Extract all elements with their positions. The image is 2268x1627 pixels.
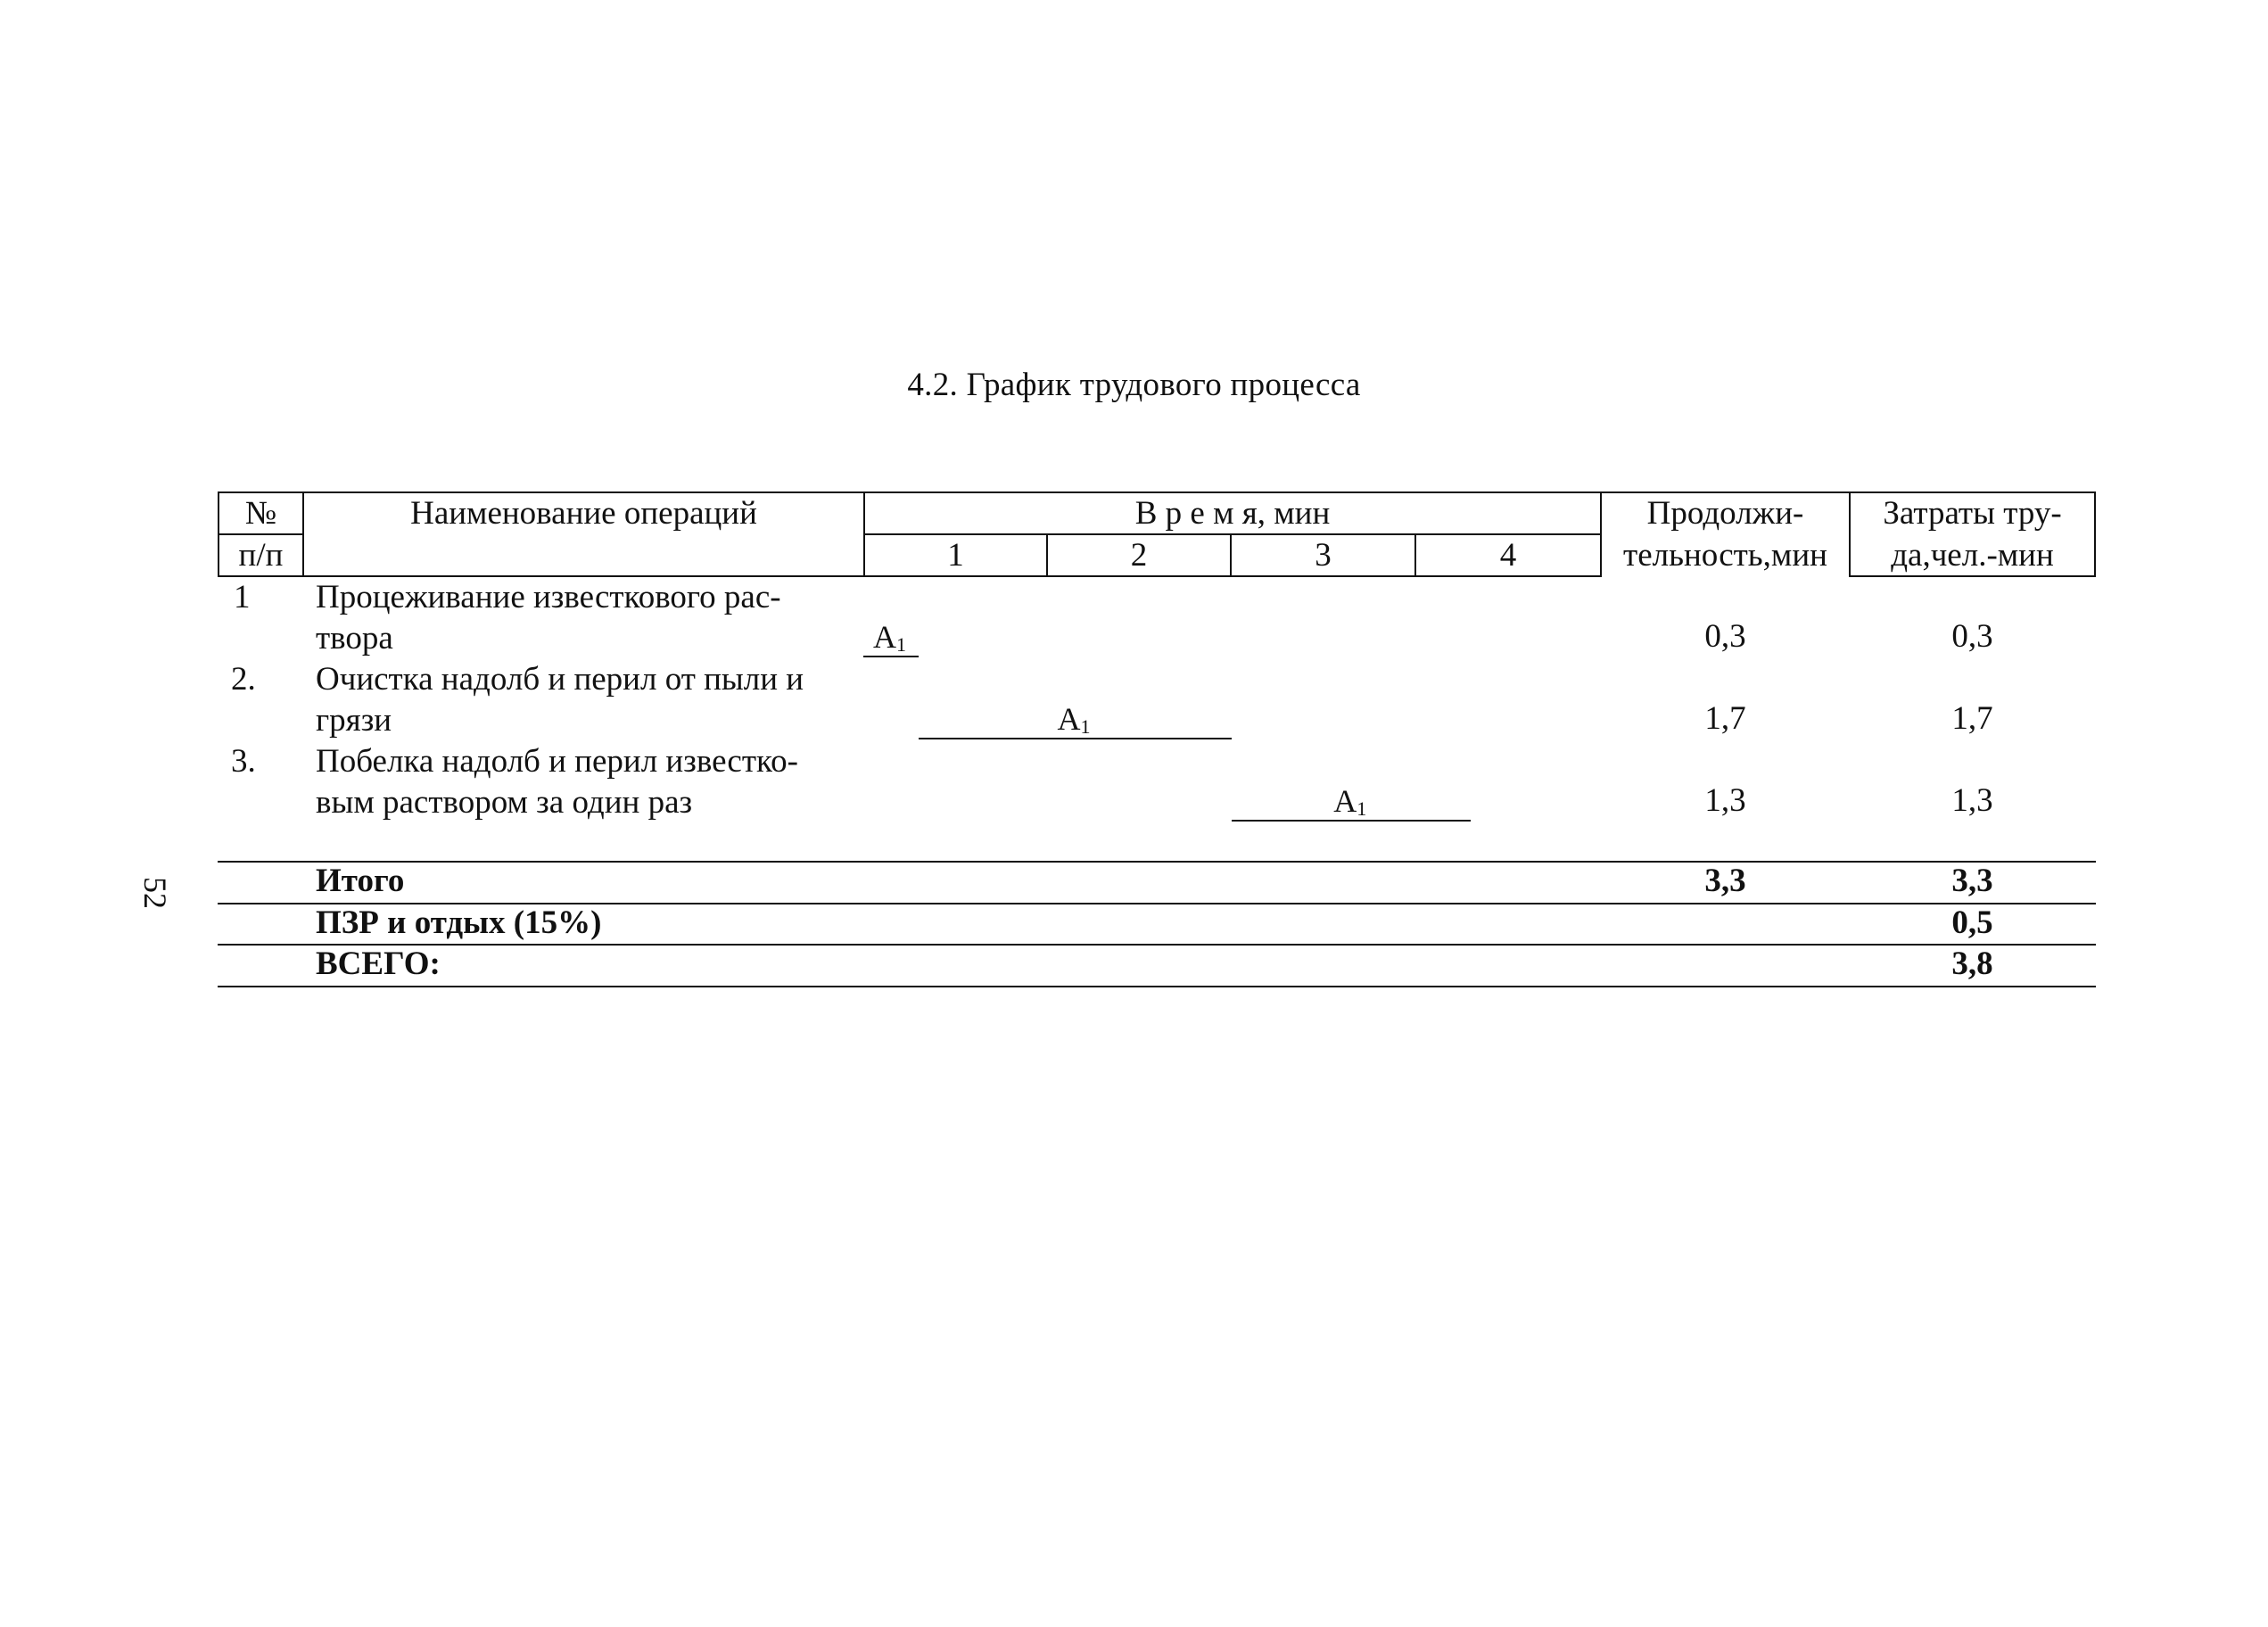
totals-labor: 3,3 bbox=[1951, 863, 1993, 899]
vline-right bbox=[2094, 491, 2096, 577]
header-bottom-border-right bbox=[1849, 575, 2096, 577]
totals-label: ВСЕГО: bbox=[316, 946, 441, 982]
header-labor: Затраты тру- bbox=[1883, 495, 2062, 532]
row-number: 2. bbox=[231, 661, 256, 698]
time-group-divider bbox=[863, 533, 1600, 535]
totals-label: Итого bbox=[316, 863, 405, 899]
duration-value: 1,3 bbox=[1704, 782, 1746, 819]
row-number: 3. bbox=[231, 743, 256, 780]
labor-value: 1,3 bbox=[1951, 782, 1993, 819]
header-duration-sub: тельность,мин bbox=[1623, 537, 1827, 574]
row-number: 1 bbox=[234, 579, 251, 615]
labor-value: 0,3 bbox=[1951, 618, 1993, 655]
num-divider bbox=[218, 533, 302, 535]
labor-value: 1,7 bbox=[1951, 700, 1993, 737]
header-num: № bbox=[244, 495, 277, 532]
header-time-group: В р е м я, мин bbox=[1134, 495, 1331, 532]
totals-border-bottom bbox=[218, 986, 2096, 987]
worker-label: $A_1$ bbox=[872, 619, 906, 656]
operation-name-cont: грязи bbox=[316, 702, 392, 739]
header-num-sub: п/п bbox=[238, 537, 284, 574]
header-time-col-1: 1 bbox=[947, 537, 964, 574]
worker-label: $A_1$ bbox=[1057, 701, 1091, 738]
header-time-col-4: 4 bbox=[1499, 537, 1517, 574]
header-bottom-border-left bbox=[218, 575, 1600, 577]
operation-name-cont: твора bbox=[316, 620, 393, 657]
header-time-col-2: 2 bbox=[1130, 537, 1148, 574]
duration-value: 1,7 bbox=[1704, 700, 1746, 737]
page-title: 4.2. График трудового процесса bbox=[907, 367, 1361, 403]
operation-name: Процеживание известкового рас- bbox=[316, 579, 781, 615]
worker-label: $A_1$ bbox=[1333, 783, 1367, 820]
duration-value: 0,3 bbox=[1704, 618, 1746, 655]
page-number: 52 bbox=[137, 877, 173, 909]
header-time-col-3: 3 bbox=[1315, 537, 1332, 574]
header-duration: Продолжи- bbox=[1646, 495, 1804, 532]
header-top-border bbox=[218, 491, 2096, 493]
header-labor-sub: да,чел.-мин bbox=[1891, 537, 2054, 574]
operation-name: Побелка надолб и перил известко- bbox=[316, 743, 798, 780]
operation-name-cont: вым раствором за один раз bbox=[316, 784, 693, 821]
operation-name: Очистка надолб и перил от пыли и bbox=[316, 661, 804, 698]
totals-label: ПЗР и отдых (15%) bbox=[316, 904, 602, 941]
header-operation: Наименование операций bbox=[410, 495, 757, 532]
totals-border-2 bbox=[218, 944, 2096, 946]
totals-labor: 0,5 bbox=[1951, 904, 1993, 941]
totals-labor: 3,8 bbox=[1951, 946, 1993, 982]
totals-duration: 3,3 bbox=[1704, 863, 1746, 899]
